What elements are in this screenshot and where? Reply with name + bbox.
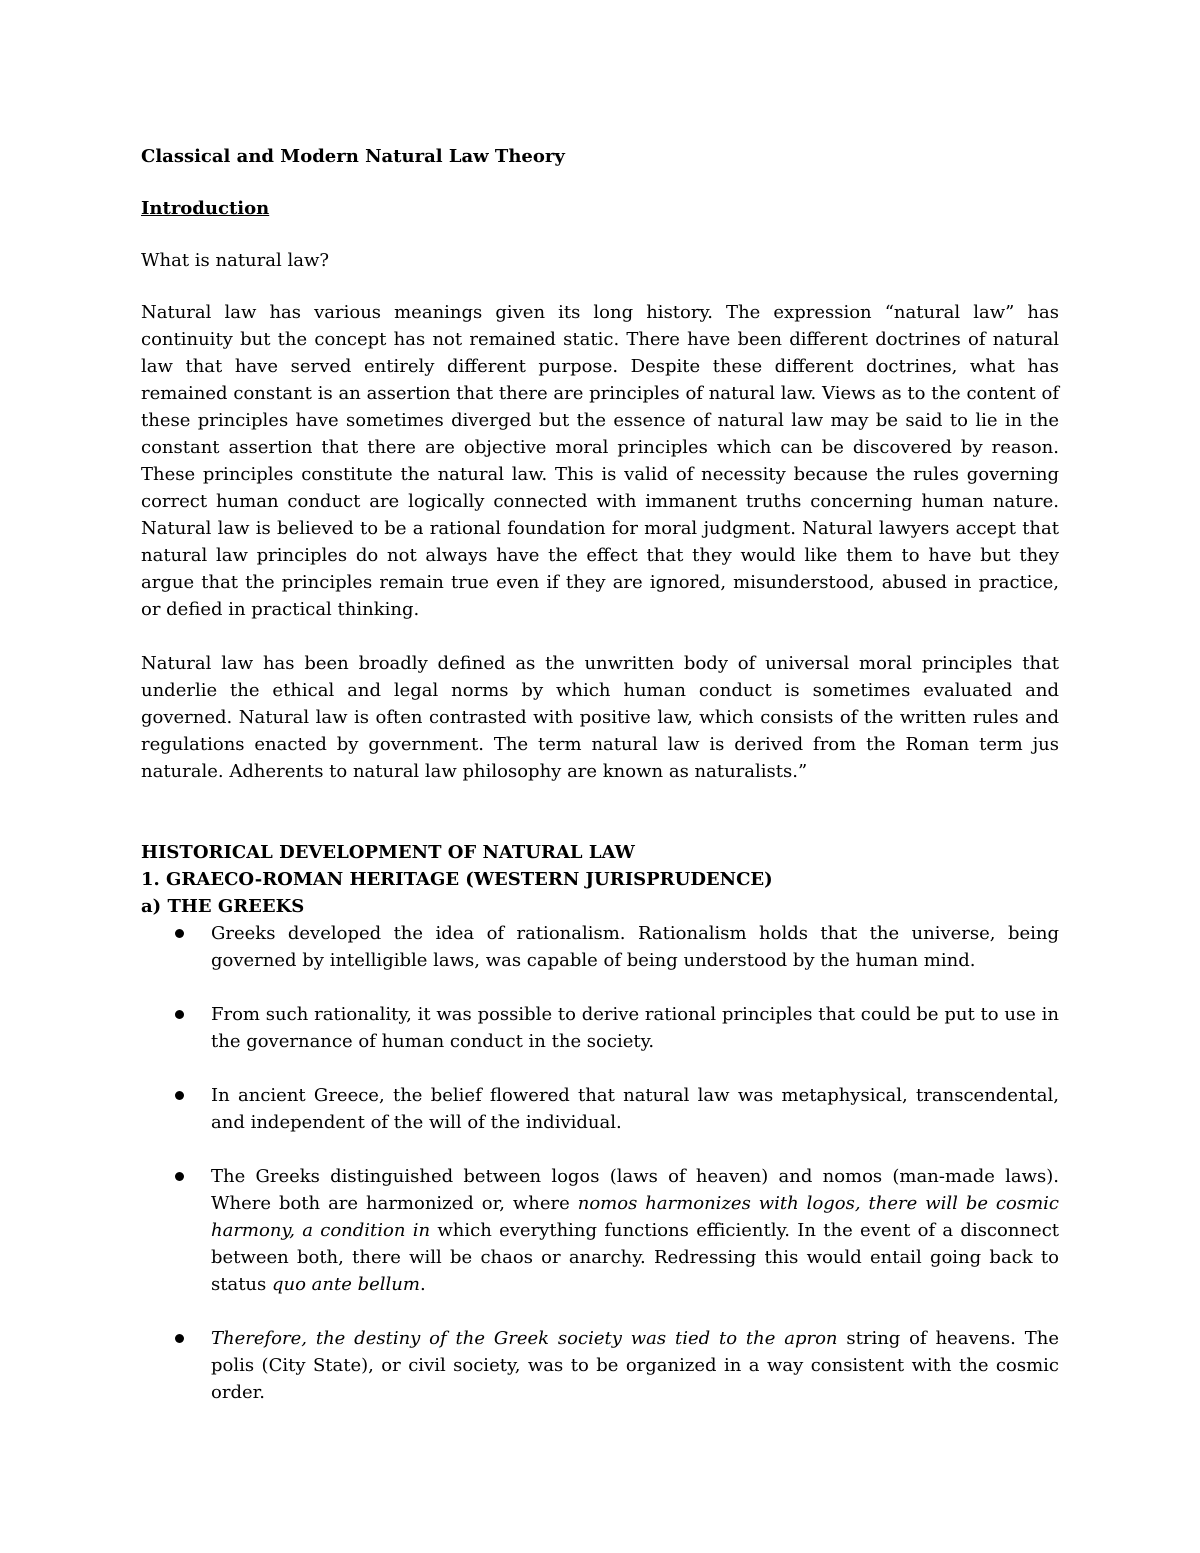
list-item-italic-text: quo ante bellum [272, 1274, 420, 1295]
introduction-heading: Introduction [141, 198, 270, 219]
list-item [141, 1001, 1059, 1055]
bullet-icon [175, 1091, 184, 1100]
document-title: Classical and Modern Natural Law Theory [141, 146, 565, 167]
bullet-icon [175, 1010, 184, 1019]
subsubsection-heading: a) THE GREEKS [141, 896, 305, 917]
bullet-icon [175, 929, 184, 938]
document-page [141, 143, 1059, 1433]
greeks-bullet-list [141, 920, 1059, 1406]
list-item-text: From such rationality, it was possible to derive rational principles that could be put to use in the governance of human conduct in the society. [211, 1004, 1059, 1052]
list-item [141, 920, 1059, 974]
paragraph-meanings: Natural law has various meanings given its long history. The expression “natural law” has continuity but the concept has not remained static. There have been different doctrines of natural law that have served entirely different purpose. Despite these different doctrines, what has remained constant is an assertion that there are principles of natural law. Views as to the content of these principles have sometimes diverged but the essence of natural law may be said to lie in the constant assertion that there are objective moral principles which can be discovered by reason. These principles constitute the natural law. This is valid of necessity because the rules governing correct human conduct are logically connected with immanent truths concerning human nature. Natural law is believed to be a rational foundation for moral judgment. Natural lawyers accept that natural law principles do not always have the effect that they would like them to have but they argue that the principles remain true even if they are ignored, misunderstood, abused in practice, or defied in practical thinking. [141, 302, 1059, 620]
paragraph-definition: Natural law has been broadly defined as the unwritten body of universal moral principles that underlie the ethical and legal norms by which human conduct is sometimes evaluated and governed. Natural law is often contrasted with positive law, which consists of the written rules and regulations enacted by government. The term natural law is derived from the Roman term jus naturale. Adherents to natural law philosophy are known as naturalists.” [141, 653, 1059, 782]
list-item-italic-text: Therefore, the destiny of the Greek society was tied to the apron [211, 1328, 838, 1349]
list-item-text: which everything functions efficiently. In the event of a disconnect between both, there will be chaos or anarchy. Redressing this would entail going back to status [211, 1220, 1060, 1295]
list-item-text: Greeks developed the idea of rationalism. Rationalism holds that the universe, being governed by intelligible laws, was capable of being understood by the human mind. [211, 923, 1059, 971]
list-item [141, 1325, 1059, 1406]
list-item-italic-text: nomos harmonizes with logos, there will be cosmic harmony, a condition in [211, 1193, 1059, 1241]
list-item-text: string of heavens. The polis (City State), or civil society, was to be organized in a way consistent with the cosmic order. [211, 1328, 1059, 1403]
intro-question: What is natural law? [141, 250, 330, 271]
list-item-text: The Greeks distinguished between logos (laws of heaven) and nomos (man-made laws). Where both are harmonized or, where [211, 1166, 1059, 1214]
list-item-text: . [419, 1274, 426, 1295]
list-item-text: In ancient Greece, the belief flowered that natural law was metaphysical, transcendental, and independent of the will of the individual. [211, 1085, 1059, 1133]
section-heading: HISTORICAL DEVELOPMENT OF NATURAL LAW [141, 842, 635, 863]
list-item [141, 1082, 1059, 1136]
bullet-icon [175, 1334, 184, 1343]
bullet-icon [175, 1172, 184, 1181]
list-item [141, 1163, 1059, 1298]
subsection-heading: 1. GRAECO-ROMAN HERITAGE (WESTERN JURISPRUDENCE) [141, 869, 773, 890]
